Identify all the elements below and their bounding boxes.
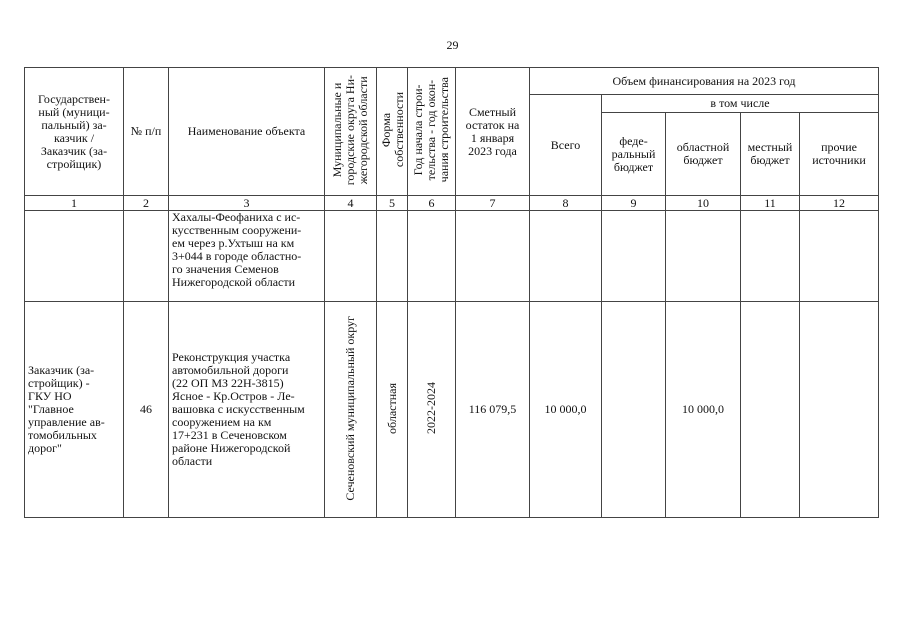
header-municipality (325, 68, 377, 196)
column-number: 5 (377, 196, 408, 211)
column-number: 7 (456, 196, 530, 211)
header-financing: Объем финансирования на 2023 год (530, 68, 879, 95)
row-num (124, 211, 169, 302)
header-local-text: местный бюджет (747, 140, 793, 167)
header-municipality-text: Муниципальные и городские округа Ни- жегородской области (330, 74, 370, 186)
page-number: 29 (446, 38, 459, 52)
header-estimate-text: Сметный остаток на 1 января 2023 года (465, 104, 520, 158)
header-ownership (377, 68, 408, 196)
row-years (408, 211, 456, 302)
row-object-name-text: Реконструкция участка автомобильной дороги (22 ОП МЗ 22Н-3815) Ясное - Кр.Остров - Ле- вашовка с искусственным сооружением на км 17+231 в Сеченовском районе Нижегородской области (172, 350, 305, 468)
column-number: 9 (602, 196, 666, 211)
column-number: 4 (325, 196, 377, 211)
header-total: Всего (530, 95, 602, 196)
row-years-text: 2022-2024 (424, 382, 438, 434)
column-number: 6 (408, 196, 456, 211)
row-object-name (169, 302, 325, 518)
row-federal (602, 302, 666, 518)
column-number: 11 (741, 196, 800, 211)
financing-table (24, 67, 879, 518)
row-customer (25, 211, 124, 302)
column-number: 8 (530, 196, 602, 211)
header-years-text: Год начала строи- тельства - год окон- чания строительства (411, 77, 451, 183)
row-municipality-text: Сеченовский муниципальный округ (343, 315, 357, 501)
header-other-text: прочие источники (812, 140, 866, 167)
row-total (530, 211, 602, 302)
header-federal (602, 113, 666, 196)
column-number: 10 (666, 196, 741, 211)
row-customer (25, 302, 124, 518)
column-number: 12 (800, 196, 879, 211)
header-regional-text: областной бюджет (676, 140, 730, 167)
row-local (741, 211, 800, 302)
header-ownership-text: Форма собственности (379, 92, 406, 168)
row-object-name-text: Хахалы-Феофаниха с ис- кусственным сооружени- ем через р.Ухтыш на км 3+044 в городе областно- го значения Семенов Нижегородской области (172, 210, 302, 289)
row-federal (602, 211, 666, 302)
row-other (800, 211, 879, 302)
row-municipality (325, 211, 377, 302)
header-regional (666, 113, 741, 196)
row-num: 46 (124, 302, 169, 518)
row-ownership (377, 302, 408, 518)
column-numbers-row (25, 196, 879, 211)
row-municipality (325, 302, 377, 518)
header-including: в том числе (602, 95, 879, 113)
row-ownership-text: областная (384, 382, 399, 434)
header-local (741, 113, 800, 196)
column-number: 1 (25, 196, 124, 211)
header-other (800, 113, 879, 196)
header-object-name: Наименование объекта (169, 68, 325, 196)
row-other (800, 302, 879, 518)
header-customer (25, 68, 124, 196)
column-number: 2 (124, 196, 169, 211)
row-customer-text: Заказчик (за- стройщик) - ГКУ НО "Главное управление ав- томобильных дорог" (28, 363, 105, 455)
header-num: № п/п (124, 68, 169, 196)
header-customer-text: Государствен- ный (муници- пальный) за- казчик / Заказчик (за- стройщик) (38, 91, 110, 171)
table-row (25, 211, 879, 302)
row-years (408, 302, 456, 518)
row-object-name (169, 211, 325, 302)
table-row (25, 302, 879, 518)
header-years (408, 68, 456, 196)
row-regional (666, 211, 741, 302)
row-total: 10 000,0 (530, 302, 602, 518)
row-estimate (456, 211, 530, 302)
header-estimate (456, 68, 530, 196)
row-regional: 10 000,0 (666, 302, 741, 518)
row-ownership (377, 211, 408, 302)
row-estimate: 116 079,5 (456, 302, 530, 518)
row-local (741, 302, 800, 518)
header-federal-text: феде- ральный бюджет (611, 133, 656, 174)
column-number: 3 (169, 196, 325, 211)
